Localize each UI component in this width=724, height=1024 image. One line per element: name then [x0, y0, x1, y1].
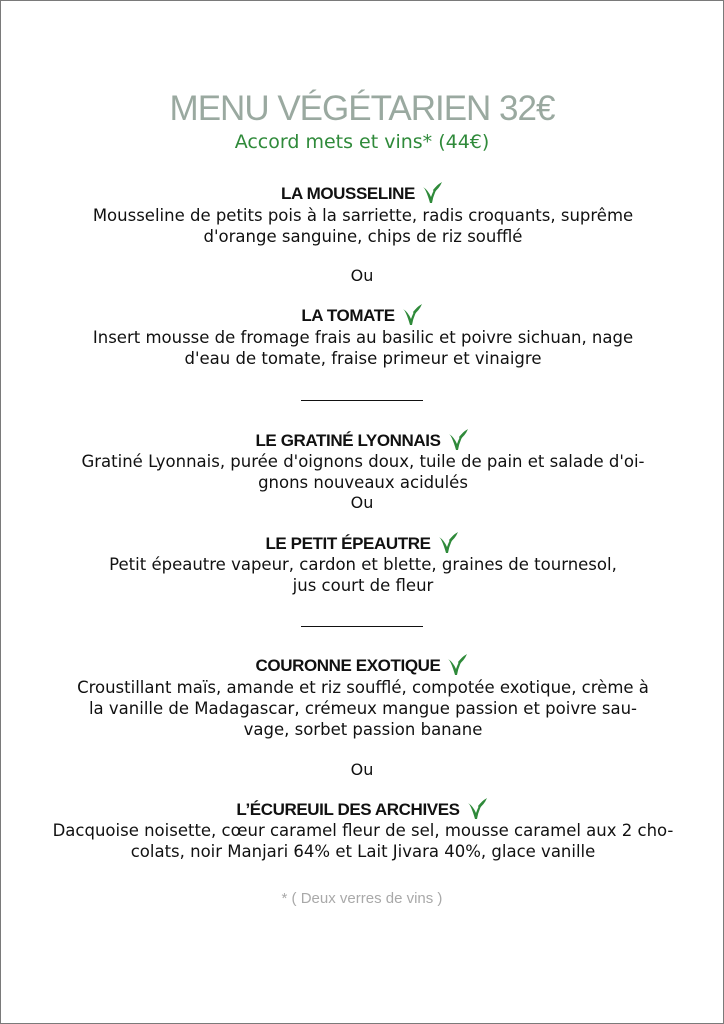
dish-description-gratine [41, 451, 685, 493]
or-separator: Ou [350, 493, 374, 512]
description-line: Petit épeautre vapeur, cardon et blette, graines de tournesol, [109, 555, 617, 574]
description-line: la vanille de Madagascar, crémeux mangue passion et poivre sau- [88, 699, 638, 718]
footnote: * ( Deux verres de vins ) [281, 890, 443, 907]
section-divider [301, 400, 423, 401]
section-divider [301, 626, 423, 627]
dish-description-ecureuil [41, 820, 685, 862]
dish-name: LA MOUSSELINE [281, 184, 415, 203]
description-line: Croustillant maïs, amande et riz soufflé, compotée exotique, crème à [77, 678, 649, 697]
description-line: d'orange sanguine, chips de riz soufflé [203, 227, 523, 246]
dish-description-couronne [41, 677, 685, 740]
dish-name: COURONNE EXOTIQUE [255, 656, 441, 675]
description-line: vage, sorbet passion banane [243, 720, 483, 739]
or-separator: Ou [350, 760, 374, 779]
description-line: Dacquoise noisette, cœur caramel fleur de sel, mousse caramel aux 2 cho- [52, 821, 674, 840]
description-line: d'eau de tomate, fraise primeur et vinaigre [184, 349, 542, 368]
wine-pairing-subtitle: Accord mets et vins* (44€) [234, 131, 490, 153]
dish-description-tomate [41, 327, 685, 369]
dish-description-epeautre [41, 554, 685, 596]
description-line: Mousseline de petits pois à la sarriette, radis croquants, suprême [92, 206, 634, 225]
description-line: gnons nouveaux acidulés [258, 473, 468, 492]
dish-name: LE PETIT ÉPEAUTRE [265, 534, 431, 553]
dish-name: L’ÉCUREUIL DES ARCHIVES [236, 800, 460, 819]
description-line: colats, noir Manjari 64% et Lait Jivara 40%, glace vanille [130, 842, 596, 861]
dish-name: LE GRATINÉ LYONNAIS [255, 431, 441, 450]
description-line: Insert mousse de fromage frais au basilic et poivre sichuan, nage [92, 328, 634, 347]
dish-name: LA TOMATE [301, 306, 395, 325]
description-line: Gratiné Lyonnais, purée d'oignons doux, tuile de pain et salade d'oi- [81, 452, 645, 471]
dish-description-mousseline [41, 205, 685, 247]
or-separator: Ou [350, 266, 374, 285]
menu-title: MENU VÉGÉTARIEN 32€ [169, 89, 555, 128]
description-line: jus court de fleur [292, 576, 434, 595]
